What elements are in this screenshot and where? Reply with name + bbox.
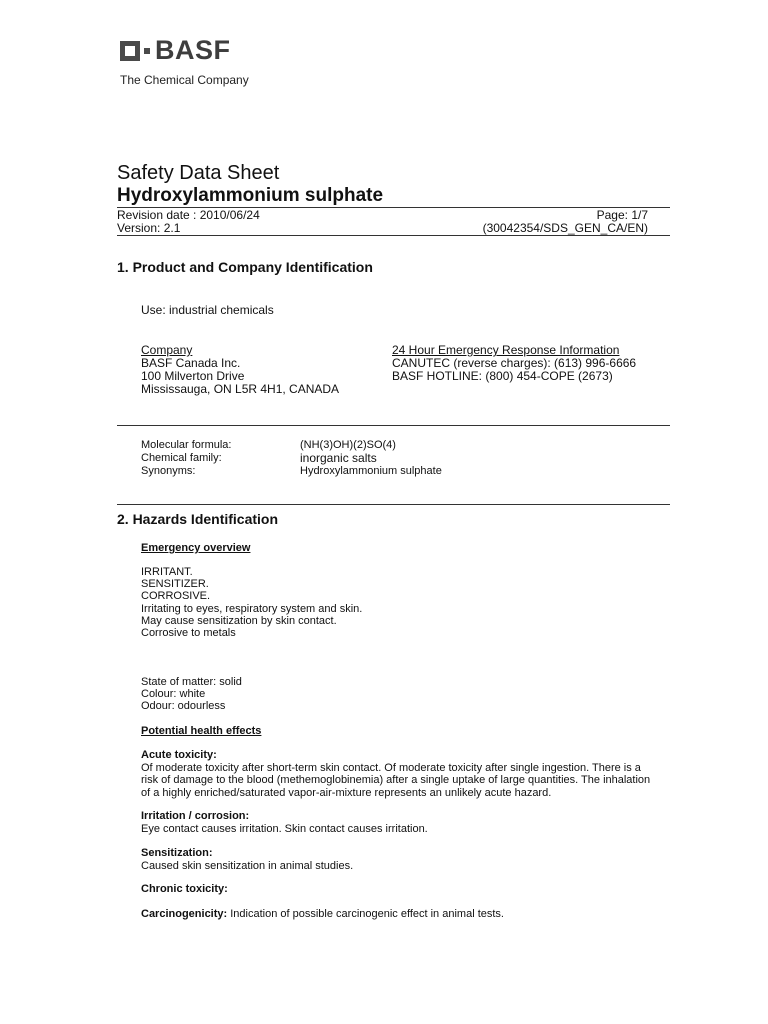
logo-wordmark: BASF bbox=[155, 35, 231, 65]
revision-date: Revision date : 2010/06/24 bbox=[117, 208, 260, 222]
property-value: Hydroxylammonium sulphate bbox=[300, 465, 442, 477]
carcinogenicity-block bbox=[141, 908, 661, 921]
state-list bbox=[141, 676, 242, 713]
overview-line: May cause sensitization by skin contact. bbox=[141, 614, 337, 627]
sensitization-block bbox=[141, 847, 661, 872]
section-1-rule bbox=[117, 425, 670, 426]
document-title: Safety Data Sheet bbox=[117, 162, 280, 184]
section-1-heading: 1. Product and Company Identification bbox=[117, 259, 373, 275]
emergency-overview-label: Emergency overview bbox=[141, 542, 251, 554]
document-id: (30042354/SDS_GEN_CA/EN) bbox=[482, 221, 648, 235]
overview-line: Irritating to eyes, respiratory system and skin. bbox=[141, 602, 363, 615]
company-block bbox=[141, 344, 339, 396]
logo-mark bbox=[120, 35, 260, 67]
company-line: 100 Milverton Drive bbox=[141, 369, 245, 383]
properties-labels bbox=[141, 439, 231, 478]
emergency-line: BASF HOTLINE: (800) 454-COPE (2673) bbox=[392, 369, 613, 383]
irritation-block bbox=[141, 810, 661, 835]
potential-health-label: Potential health effects bbox=[141, 725, 262, 737]
meta-rule bbox=[117, 235, 670, 236]
company-line: BASF Canada Inc. bbox=[141, 356, 241, 370]
property-label: Chemical family: bbox=[141, 452, 222, 464]
sensitization-text: Caused skin sensitization in animal studies. bbox=[141, 859, 354, 872]
emergency-label: 24 Hour Emergency Response Information bbox=[392, 343, 620, 357]
page-number: Page: 1/7 bbox=[596, 208, 648, 222]
state-line: Colour: white bbox=[141, 688, 206, 701]
carcinogenicity-label: Carcinogenicity: bbox=[141, 908, 231, 920]
property-value: inorganic salts bbox=[300, 451, 377, 465]
emergency-block bbox=[392, 344, 636, 383]
overview-list bbox=[141, 566, 362, 639]
chronic-block bbox=[141, 883, 661, 896]
section-2-rule bbox=[117, 504, 670, 505]
acute-toxicity-block bbox=[141, 749, 661, 799]
logo-square-icon bbox=[120, 41, 140, 61]
carcinogenicity-text: Indication of possible carcinogenic effect in animal tests. bbox=[230, 908, 504, 920]
properties-values bbox=[300, 439, 442, 478]
logo-dot-icon bbox=[144, 48, 150, 54]
version: Version: 2.1 bbox=[117, 221, 181, 235]
chronic-toxicity-label: Chronic toxicity: bbox=[141, 883, 228, 895]
logo-tagline: The Chemical Company bbox=[120, 73, 249, 87]
state-line: Odour: odourless bbox=[141, 700, 226, 713]
product-name: Hydroxylammonium sulphate bbox=[117, 185, 384, 206]
irritation-text: Eye contact causes irritation. Skin contact causes irritation. bbox=[141, 822, 428, 835]
company-label: Company bbox=[141, 343, 193, 357]
property-value: (NH(3)OH)(2)SO(4) bbox=[300, 439, 396, 451]
overview-line: IRRITANT. bbox=[141, 566, 193, 578]
property-label: Synonyms: bbox=[141, 465, 196, 477]
company-line: Mississauga, ON L5R 4H1, CANADA bbox=[141, 382, 340, 396]
acute-toxicity-label: Acute toxicity: bbox=[141, 749, 217, 761]
acute-toxicity-text: Of moderate toxicity after short-term skin contact. Of moderate toxicity after single ingestion. There is a risk of damage to the blood (methemoglobinemia) after a single uptake of large quantities. The inhalation of a highly enriched/saturated vapor-air-mixture represents an unlikely acute hazard. bbox=[141, 761, 651, 799]
emergency-line: CANUTEC (reverse charges): (613) 996-6666 bbox=[392, 356, 637, 370]
irritation-label: Irritation / corrosion: bbox=[141, 810, 250, 822]
overview-line: CORROSIVE. bbox=[141, 590, 211, 603]
sensitization-label: Sensitization: bbox=[141, 847, 213, 859]
overview-line: Corrosive to metals bbox=[141, 626, 236, 639]
overview-line: SENSITIZER. bbox=[141, 578, 209, 591]
use-text: Use: industrial chemicals bbox=[141, 303, 274, 317]
property-label: Molecular formula: bbox=[141, 439, 232, 451]
section-2-heading: 2. Hazards Identification bbox=[117, 511, 279, 527]
state-line: State of matter: solid bbox=[141, 676, 242, 688]
